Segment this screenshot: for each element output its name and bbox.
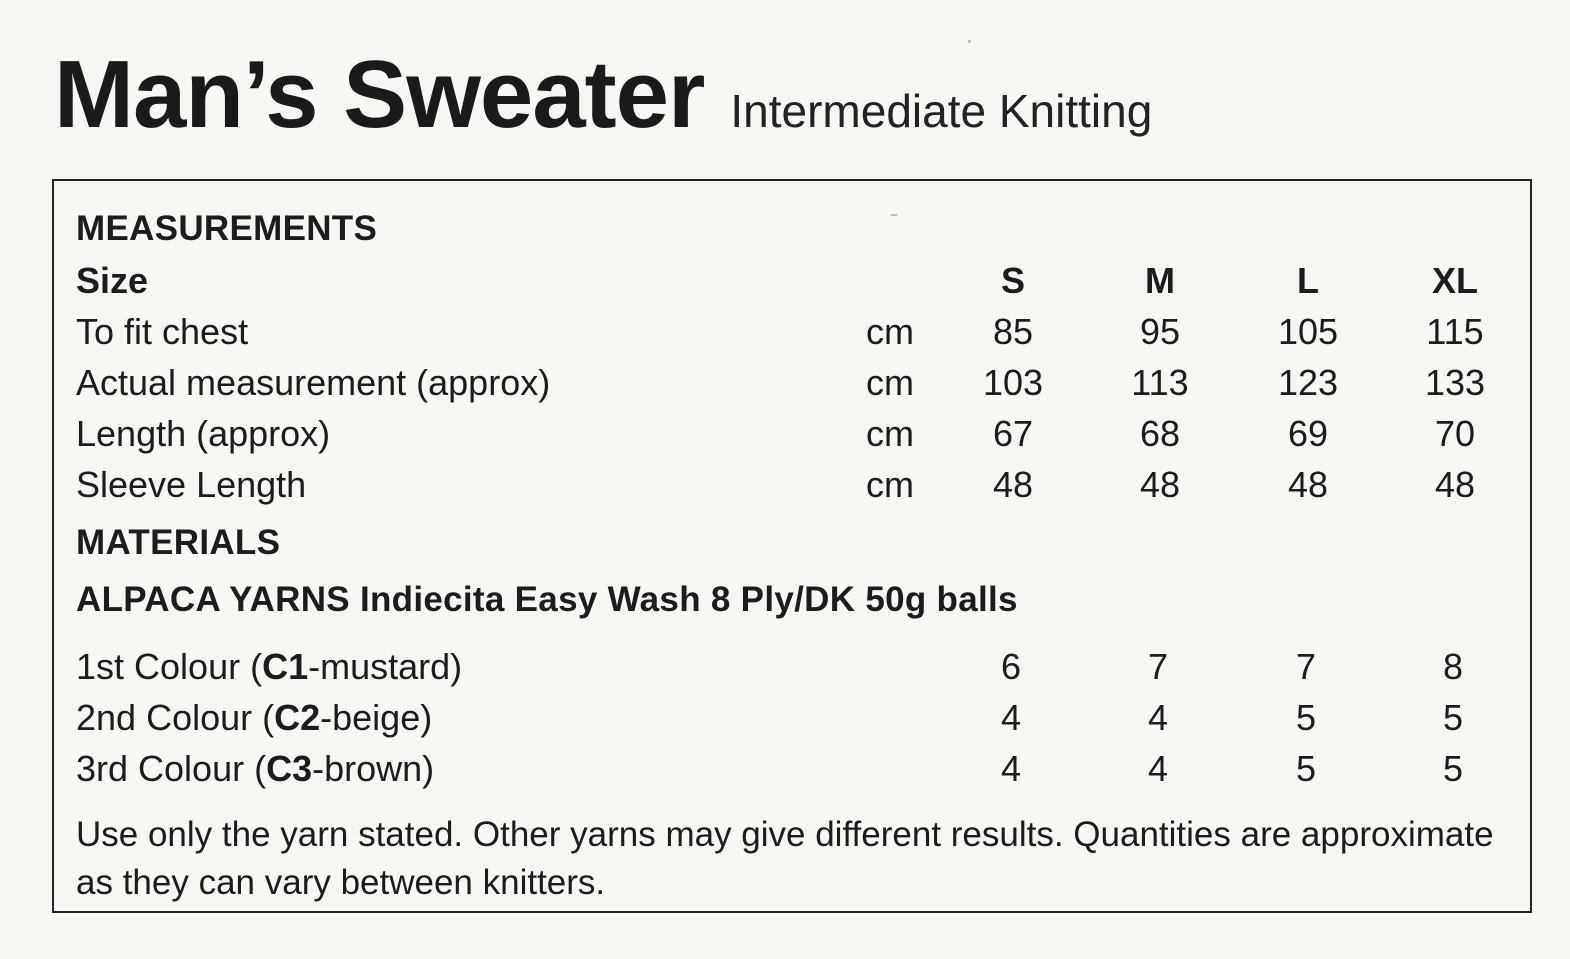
balls-m: 7 [1147,646,1169,687]
balls-xl: 8 [1442,646,1464,687]
colour-code: C1 [262,646,309,687]
value-l: 105 [1277,311,1339,352]
balls-s: 6 [1000,646,1022,687]
colour-row-c3 [54,748,1534,792]
value-m: 48 [1139,464,1181,505]
value-m: 68 [1139,413,1181,454]
measurements-heading: MEASUREMENTS [76,209,378,248]
value-xl: 133 [1424,362,1486,403]
balls-l: 5 [1295,697,1317,738]
balls-s: 4 [1000,697,1022,738]
value-xl: 115 [1426,311,1484,352]
colour-label [76,748,434,790]
colour-prefix: 3rd Colour ( [76,748,267,789]
colour-label [76,646,462,688]
size-m: M [1145,260,1175,301]
balls-l: 7 [1295,646,1317,687]
size-l: L [1297,260,1319,301]
measurement-row-actual [54,362,1534,406]
row-unit: cm [866,362,914,403]
materials-heading: MATERIALS [76,523,281,562]
colour-prefix: 2nd Colour ( [76,697,275,738]
pattern-info-box [52,179,1532,913]
balls-xl: 5 [1442,697,1464,738]
colour-code: C2 [274,697,321,738]
row-unit: cm [866,464,914,505]
balls-s: 4 [1000,748,1022,789]
balls-m: 4 [1147,697,1169,738]
value-s: 48 [992,464,1034,505]
yarn-description: ALPACA YARNS Indiecita Easy Wash 8 Ply/DK 50g balls [76,580,1018,619]
measurement-row-sleeve [54,464,1534,508]
measurement-row-chest [54,311,1534,355]
balls-l: 5 [1295,748,1317,789]
colour-row-c1 [54,646,1534,690]
value-l: 48 [1287,464,1329,505]
colour-label [76,697,432,739]
row-unit: cm [866,311,914,352]
row-label: To fit chest [76,311,249,352]
colour-prefix: 1st Colour ( [76,646,263,687]
value-s: 85 [992,311,1034,352]
row-label: Sleeve Length [76,464,307,505]
value-s: 67 [992,413,1034,454]
value-l: 123 [1277,362,1339,403]
value-l: 69 [1287,413,1329,454]
row-label: Actual measurement (approx) [76,362,551,403]
scan-speck [968,40,971,43]
row-label: Length (approx) [76,413,331,454]
value-m: 113 [1131,362,1189,403]
size-label: Size [76,260,149,301]
value-m: 95 [1139,311,1181,352]
colour-suffix: -mustard) [308,646,463,687]
value-xl: 70 [1434,413,1476,454]
row-unit: cm [866,413,914,454]
value-s: 103 [982,362,1044,403]
header [54,40,1152,150]
size-header-row [54,260,1534,304]
page-subtitle: Intermediate Knitting [730,85,1153,137]
size-s: S [1000,260,1025,301]
yarn-note: Use only the yarn stated. Other yarns may give different results. Quantities are approximate as they can vary between knitters. [76,815,1494,902]
value-xl: 48 [1434,464,1476,505]
colour-row-c2 [54,697,1534,741]
balls-xl: 5 [1442,748,1464,789]
colour-suffix: -brown) [312,748,435,789]
measurement-row-length [54,413,1534,457]
colour-suffix: -beige) [320,697,433,738]
page-title: Man’s Sweater [54,41,705,148]
balls-m: 4 [1147,748,1169,789]
colour-code: C3 [266,748,313,789]
size-xl: XL [1431,260,1478,301]
